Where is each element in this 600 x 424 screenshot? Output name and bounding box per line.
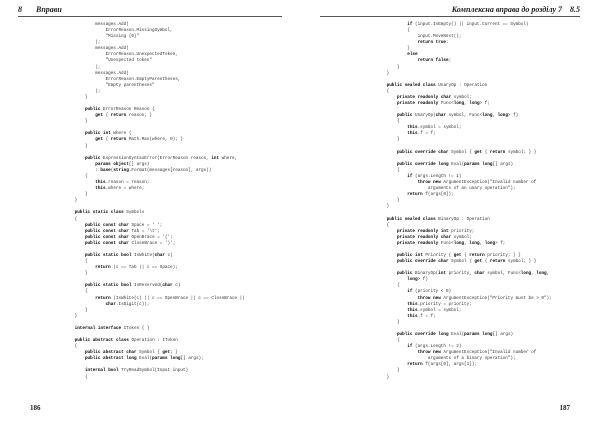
code-line: private readonly Func<long, long, long> f; <box>396 240 506 246</box>
code-line: } <box>366 374 390 380</box>
code-line: public sealed class BinaryOp : Operation <box>386 216 490 222</box>
page-number: 187 <box>559 404 570 412</box>
code-line: if (input.IsEmpty() || input.Current == Symbol) <box>407 22 529 27</box>
code-line: this.symbol = symbol; <box>407 125 462 131</box>
code-line: { <box>366 222 390 228</box>
code-line: private readonly Func<long, long> f; <box>396 101 490 107</box>
code-line: { <box>366 119 400 125</box>
code-line: } <box>54 307 88 313</box>
code-line: params object[] args) <box>95 161 150 167</box>
code-line: if (priority < 0) <box>407 289 452 295</box>
code-line: } <box>54 94 88 100</box>
code-line: { <box>54 289 88 295</box>
code-line: this.symbol = symbol; <box>407 307 462 313</box>
code-line: public const char Space = ' '; <box>84 222 163 228</box>
running-header <box>320 4 580 17</box>
code-line: } <box>54 143 88 149</box>
code-line: this.reason = reason; <box>95 180 150 186</box>
code-line: public const char Tab = '\t'; <box>84 228 160 234</box>
code-line: private readonly int priority; <box>396 228 475 234</box>
code-line: public static class Symbols <box>74 210 145 216</box>
section-number: 8.5 <box>570 5 580 14</box>
code-line: } <box>54 198 78 204</box>
code-listing <box>54 22 245 381</box>
code-line: public int Priority { get { return priority; } } <box>396 252 521 258</box>
code-line: { <box>54 344 78 350</box>
code-line: return (c == Tab || c == Space); <box>95 265 178 271</box>
code-line: ErrorReason.MissingSymbol, <box>54 28 173 34</box>
code-line: internal bool TryReadSymbol(Input input) <box>84 368 189 374</box>
code-line: { <box>54 374 88 380</box>
code-line: public override long Eval(params long[] args) <box>396 331 514 337</box>
chapter-title: Вправи <box>36 5 62 14</box>
code-line: ErrorReason.UnexpectedToken, <box>54 52 178 58</box>
code-line: public const char OpenBrace = '('; <box>84 234 173 240</box>
code-line: else <box>407 52 418 58</box>
code-line: public abstract long Eval(params long[] args); <box>84 356 204 362</box>
code-line: "Unexpected token" <box>54 58 152 64</box>
code-line: public override long Eval(params long[] args) <box>396 161 514 167</box>
code-line: ); <box>54 88 101 94</box>
code-line: { <box>54 216 78 222</box>
code-line: ErrorReason.EmptyParentheses, <box>54 76 181 82</box>
code-line: public ErrorReason Reason { <box>84 107 155 113</box>
code-line: messages.Add( <box>54 22 129 27</box>
code-line: messages.Add( <box>54 46 129 52</box>
running-header <box>18 4 282 17</box>
code-line: { <box>54 259 88 265</box>
code-line: return f(args[0], args[1]); <box>407 362 477 368</box>
code-line: return (IsWhite(c) || c == OpenBrace || c == CloseBrace || <box>95 295 245 301</box>
code-line: public UnaryOp(char symbol, Func<long, long> f) <box>396 113 519 119</box>
section-title: Комплексна вправа до розділу 7 <box>451 5 562 14</box>
code-line: } <box>54 271 88 277</box>
code-listing <box>366 22 552 381</box>
code-line: long> f) <box>407 277 428 283</box>
code-line: ); <box>54 40 101 46</box>
code-line: public ExpressionSyntaxError(ErrorReason reason, int where, <box>84 155 238 161</box>
code-line: return false; <box>417 58 452 64</box>
code-line: throw new ArgumentException("Invalid number of <box>417 180 537 186</box>
code-line: throw new ArgumentException("Invalid number of <box>417 350 537 356</box>
code-line: "Missing {0}" <box>54 34 140 40</box>
code-line: this.f = f; <box>407 313 436 319</box>
page-number: 186 <box>30 404 41 412</box>
code-line: get { return reason; } <box>95 113 153 119</box>
code-line: input.MoveNext(); <box>366 34 462 40</box>
code-line: this.priority = priority; <box>407 301 472 307</box>
code-line: public BinaryOp(int priority, char symbol, Func<long, long, <box>396 271 550 277</box>
code-line: } <box>366 137 400 143</box>
code-line: } <box>54 119 88 125</box>
code-line: public abstract char Symbol { get; } <box>84 350 178 356</box>
code-line: } <box>366 368 400 374</box>
code-line: } <box>366 70 390 76</box>
code-line: public override char Symbol { get { return symbol; } } <box>396 149 537 155</box>
code-line: if (args.Length != 1) <box>407 173 462 179</box>
code-line: public int Where { <box>84 131 132 137</box>
code-line: } <box>366 64 400 70</box>
code-line: get { return Math.Max(where, 0); } <box>95 137 183 143</box>
code-line: public static bool IsReserved(char c) <box>84 283 181 289</box>
code-line: { <box>54 173 88 179</box>
code-line: { <box>366 88 390 94</box>
code-line: return f(args[0]); <box>407 192 454 198</box>
code-line: public const char CloseBrace = ')'; <box>84 240 176 246</box>
code-line: public sealed class UnaryOp : Operation <box>386 82 488 88</box>
code-line: arguments of a binary operation"); <box>366 356 516 362</box>
code-line: public override char Symbol { get { return symbol; } } <box>396 259 537 265</box>
chapter-number: 8 <box>18 5 22 14</box>
code-line: } <box>54 313 78 319</box>
code-line: ); <box>54 64 101 70</box>
code-line: throw new ArgumentException("Priority must be > 0"); <box>417 295 552 301</box>
code-line: "Empty parentheses" <box>54 82 155 88</box>
code-line: char.IsDigit(c)); <box>105 301 150 307</box>
code-line: } <box>366 198 400 204</box>
code-line: this.f = f; <box>407 131 436 137</box>
code-line: messages.Add( <box>54 70 129 76</box>
code-line: private readonly char symbol; <box>396 94 472 100</box>
code-line: public abstract class Operation : IToken <box>74 338 178 344</box>
code-line: } <box>366 204 390 210</box>
code-line: { <box>366 28 410 34</box>
code-line: { <box>366 338 400 344</box>
right-page <box>300 0 600 424</box>
code-line: this.where = where; <box>95 186 145 192</box>
code-line: arguments of an unary operation"); <box>366 186 516 192</box>
code-line: private readonly char symbol; <box>396 234 472 240</box>
code-line: : base(string.Format(messages[reason], args)) <box>54 167 212 173</box>
code-line: { <box>366 283 400 289</box>
code-line: } <box>54 192 88 198</box>
code-line: public static bool IsWhite(char c) <box>84 252 173 258</box>
code-line: if (args.Length != 2) <box>407 344 462 350</box>
code-line: { <box>366 167 400 173</box>
code-line: } <box>366 46 410 52</box>
code-line: return true; <box>417 40 449 46</box>
code-line: } <box>366 319 400 325</box>
code-line: internal interface IToken { } <box>74 325 150 331</box>
